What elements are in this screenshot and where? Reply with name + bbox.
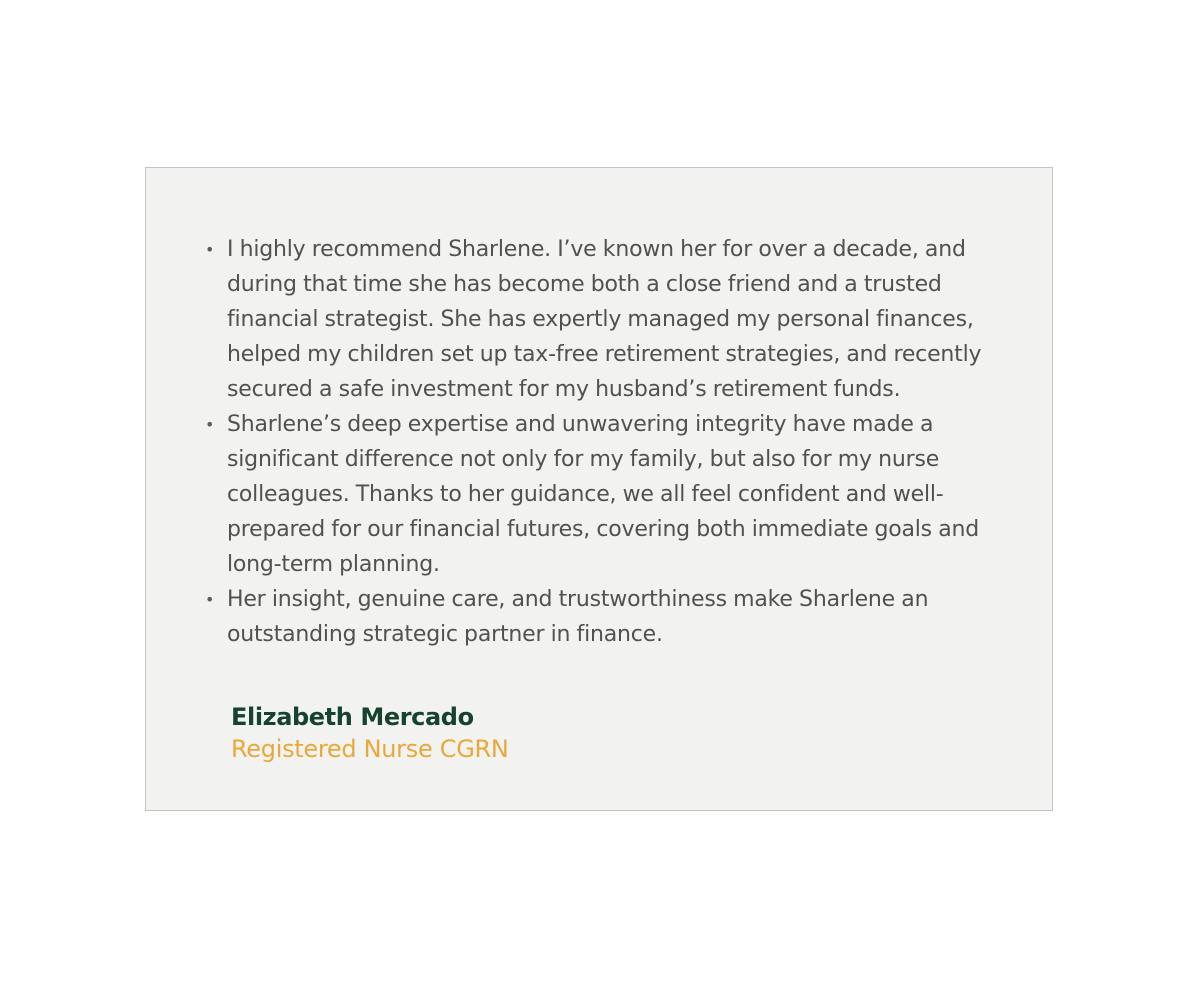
quote-text: I highly recommend Sharlene. I’ve known her for over a decade, and during that time she has become both a close friend and a trusted financial strategist. She has expertly managed my personal finances, helped my children set up tax-free retirement strategies, and recently secured a safe investment for my husband’s retirement funds. xyxy=(227,237,982,402)
testimonial-quote-list xyxy=(205,232,1007,652)
bullet-icon: • xyxy=(205,415,215,434)
bullet-icon: • xyxy=(205,590,215,609)
testimonial-signature xyxy=(231,701,509,765)
quote-text: Sharlene’s deep expertise and unwavering integrity have made a significant difference not only for my family, but also for my nurse colleagues. Thanks to her guidance, we all feel confident and well-prepared for our financial futures, covering both immediate goals and long-term planning. xyxy=(227,412,980,577)
author-name: Elizabeth Mercado xyxy=(231,703,474,731)
quote-item xyxy=(205,582,1007,652)
bullet-icon: • xyxy=(205,240,215,259)
quote-text: Her insight, genuine care, and trustworthiness make Sharlene an outstanding strategic partner in finance. xyxy=(227,587,929,647)
author-title: Registered Nurse CGRN xyxy=(231,735,509,763)
testimonial-card xyxy=(145,167,1053,811)
quote-item xyxy=(205,407,1007,582)
quote-item xyxy=(205,232,1007,407)
